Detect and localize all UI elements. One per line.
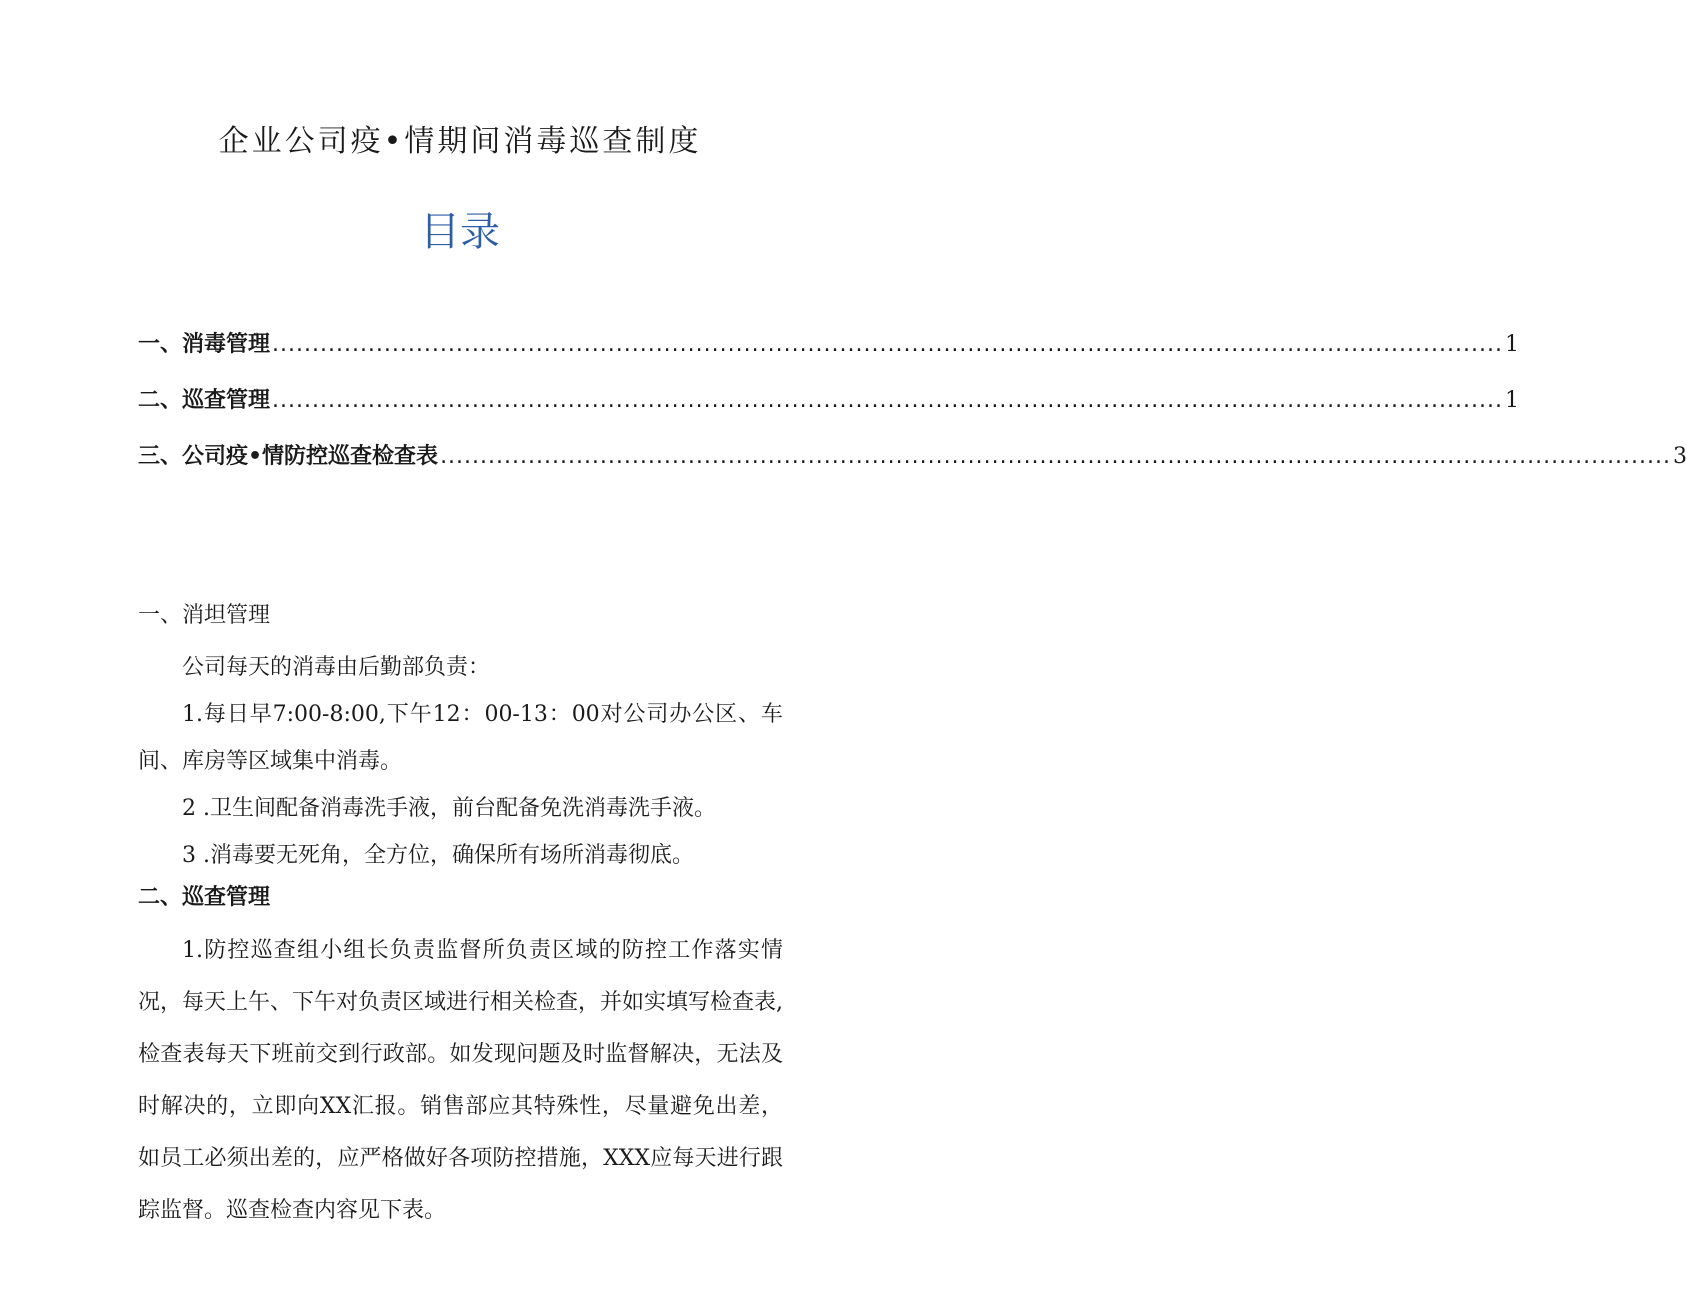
paragraph: 公司每天的消毒由后勤部负责： — [182, 655, 491, 680]
toc-entry-checklist[interactable] — [138, 439, 1687, 495]
section1-body — [138, 644, 783, 879]
toc-leader-dots: .......................................................................................................................................................... — [272, 388, 1503, 413]
toc-heading: 目录 — [420, 209, 500, 255]
toc-leader-dots: .......................................................................................................................................................... — [440, 444, 1672, 469]
document-title: 企业公司疫•情期间消毒巡查制度 — [218, 124, 702, 159]
table-of-contents — [138, 327, 1687, 495]
paragraph: 3 .消毒要无死角，全方位，确保所有场所消毒彻底。 — [182, 843, 694, 868]
toc-entry-page: 3 — [1673, 444, 1687, 469]
toc-entry-inspection[interactable] — [138, 383, 1519, 439]
toc-entry-page: 1 — [1504, 388, 1519, 413]
paragraph: 1.防控巡查组小组长负责监督所负责区域的防控工作落实情况，每天上午、下午对负责区域进行相关检查，并如实填写检查表,检查表每天下班前交到行政部。如发现问题及时监督解决，无法及时解决的，立即向XX汇报。销售部应其特殊性，尽量避免出差，如员工必须出差的，应严格做好各项防控措施，XXX应每天进行跟踪监督。巡查检查内容见下表。 — [138, 938, 783, 1223]
paragraph: 1.每日早7:00-8:00,下午12：00-13：00对公司办公区、车间、库房等区域集中消毒。 — [138, 702, 783, 774]
toc-entry-label: 一、消毒管理 — [138, 332, 271, 357]
section2-heading: 二、巡查管理 — [138, 885, 271, 910]
toc-entry-label: 三、公司疫•情防控巡查检查表 — [138, 444, 439, 469]
toc-entry-label: 二、巡查管理 — [138, 388, 271, 413]
toc-entry-page: 1 — [1504, 332, 1519, 357]
section1-heading: 一、消坦管理 — [138, 603, 271, 628]
section2-body — [138, 925, 783, 1237]
toc-entry-disinfection[interactable] — [138, 327, 1519, 383]
paragraph: 2 .卫生间配备消毒洗手液，前台配备免洗消毒洗手液。 — [182, 796, 716, 821]
toc-leader-dots: .......................................................................................................................................................... — [272, 332, 1503, 357]
